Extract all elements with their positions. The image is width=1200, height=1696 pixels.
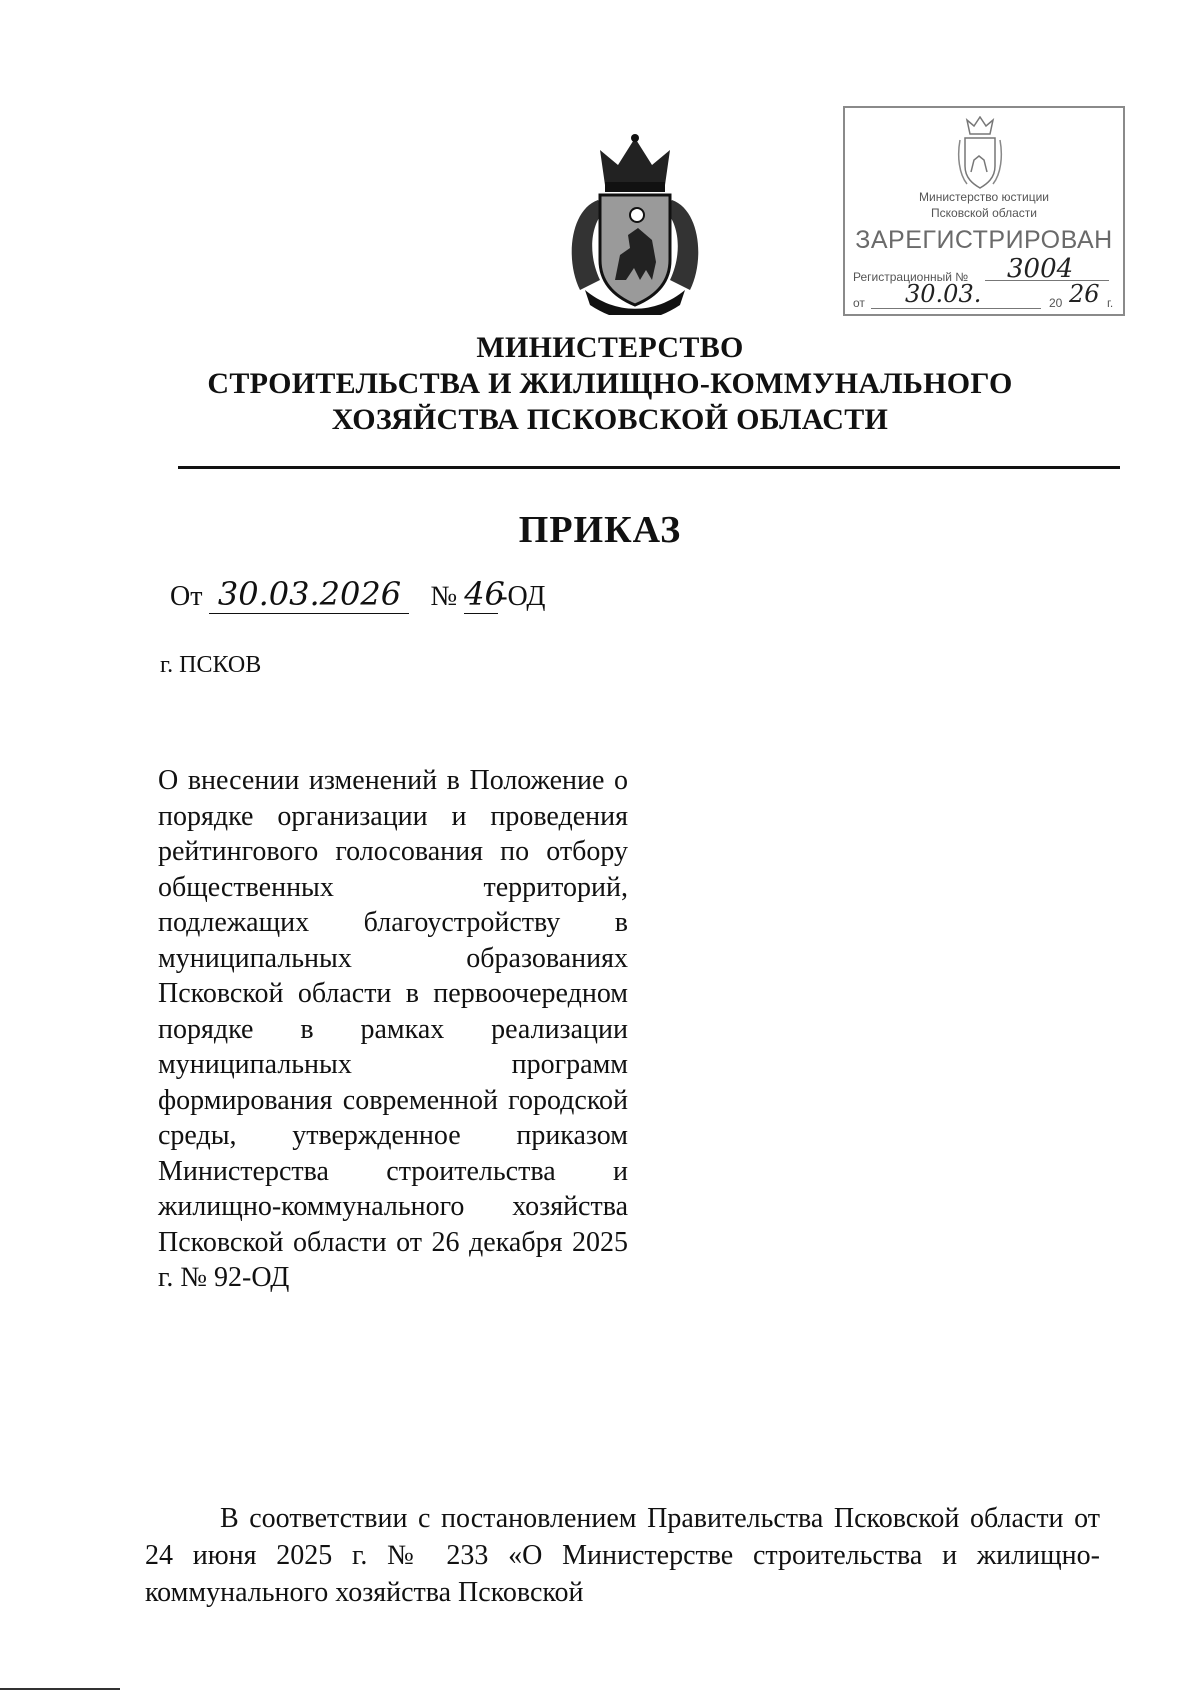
stamp-year-suffix: г. <box>1107 296 1114 310</box>
stamp-crest-icon <box>957 116 1003 191</box>
registration-stamp <box>843 106 1125 316</box>
order-number-label: № <box>430 581 458 612</box>
order-from-label: От <box>170 581 203 612</box>
stamp-date-label: от <box>853 296 865 310</box>
header-divider <box>178 466 1120 469</box>
stamp-year-prefix: 20 <box>1049 296 1063 310</box>
stamp-date-value: 30.03. <box>905 280 982 308</box>
stamp-date-underline <box>871 308 1041 309</box>
order-date-number-line <box>170 575 545 625</box>
order-title: ПРИКАЗ <box>518 509 682 551</box>
page-edge-mark <box>0 1688 120 1690</box>
coat-of-arms-icon <box>560 130 710 315</box>
order-number-suffix: -ОД <box>498 581 546 612</box>
ministry-title-line2: СТРОИТЕЛЬСТВА И ЖИЛИЩНО-КОММУНАЛЬНОГО <box>207 367 1013 400</box>
stamp-region-name: Псковской области <box>931 206 1037 220</box>
ministry-title-line1: МИНИСТЕРСТВО <box>476 331 744 364</box>
stamp-title: ЗАРЕГИСТРИРОВАН <box>855 226 1113 254</box>
order-subject: О внесении изменений в Положение о порядке организации и проведения рейтингового голосования по отбору общественных территорий, подлежащих благоустройству в муниципальных образованиях Псковской области в первоочередном порядке в рамках реализации муниципальных программ формирования современной городской среды, утвержденное приказом Министерства строительства и жилищно-коммунального хозяйства Псковской области от 26 декабря 2025 г. № 92-ОД <box>158 765 628 1293</box>
stamp-ministry-name: Министерство юстиции <box>919 190 1049 204</box>
order-body-paragraph: В соответствии с постановлением Правительства Псковской области от 24 июня 2025 г. № 233 «О Министерстве строительства и жилищно-коммунального хозяйства Псковской <box>145 1503 1100 1608</box>
order-date: 30.03.2026 <box>209 575 409 614</box>
stamp-reg-label: Регистрационный № <box>853 270 969 284</box>
stamp-reg-number: 3004 <box>1007 254 1074 284</box>
order-city: г. ПСКОВ <box>160 652 262 678</box>
order-number: 46 <box>464 575 505 613</box>
stamp-year-value: 26 <box>1069 280 1100 308</box>
ministry-title-line3: ХОЗЯЙСТВА ПСКОВСКОЙ ОБЛАСТИ <box>331 403 889 436</box>
